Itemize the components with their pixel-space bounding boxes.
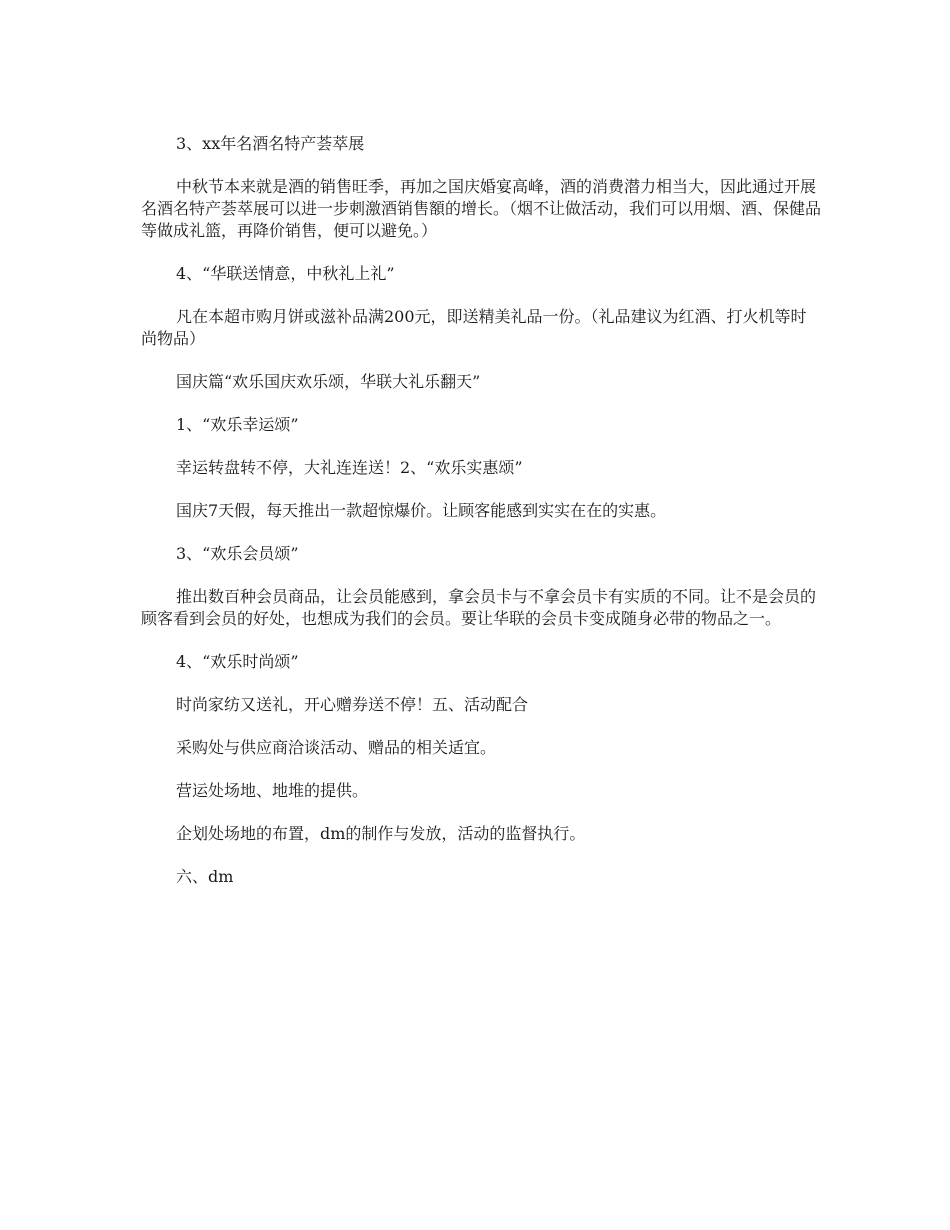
paragraph-lucky-wheel: 幸运转盘转不停，大礼连连送！2、“欢乐实惠颂”: [176, 458, 523, 477]
paragraph-daily-deal: 国庆7天假，每天推出一款超惊爆价。让顾客能感到实实在在的实惠。: [176, 501, 667, 520]
heading-lucky-ode: 1、“欢乐幸运颂”: [176, 415, 299, 434]
heading-liquor-expo: 3、xx年名酒名特产荟萃展: [176, 134, 365, 153]
heading-fashion-ode: 4、“欢乐时尚颂”: [176, 652, 299, 671]
document-body: [141, 133, 821, 909]
paragraph-member-goods: 推出数百种会员商品，让会员能感到，拿会员卡与不拿会员卡有实质的不同。让不是会员的顾客看到会员的好处，也想成为我们的会员。要让华联的会员卡变成随身必带的物品之一。: [141, 587, 817, 628]
paragraph-midautumn-gift: 凡在本超市购月饼或滋补品满200元，即送精美礼品一份。（礼品建议为红酒、打火机等时尚物品）: [141, 307, 807, 348]
heading-member-ode: 3、“欢乐会员颂”: [176, 544, 299, 563]
paragraph-operations: 营运处场地、地堆的提供。: [176, 781, 369, 800]
heading-national-day: 国庆篇“欢乐国庆欢乐颂，华联大礼乐翻天”: [176, 372, 481, 391]
paragraph-fashion-gift: 时尚家纺又送礼，开心赠券送不停！五、活动配合: [176, 695, 529, 714]
heading-dm: 六、dm: [176, 867, 234, 886]
paragraph-purchasing: 采购处与供应商洽谈活动、赠品的相关适宜。: [176, 738, 497, 757]
heading-midautumn-gift: 4、“华联送情意，中秋礼上礼”: [176, 264, 395, 283]
paragraph-liquor-expo: 中秋节本来就是酒的销售旺季，再加之国庆婚宴高峰，酒的消费潜力相当大，因此通过开展名酒名特产荟萃展可以进一步刺激酒销售額的增长。（烟不让做活动，我们可以用烟、酒、保健品等做成礼篮，再降价销售，便可以避免。）: [141, 177, 822, 240]
paragraph-planning: 企划处场地的布置，dm的制作与发放，活动的监督执行。: [176, 824, 586, 843]
